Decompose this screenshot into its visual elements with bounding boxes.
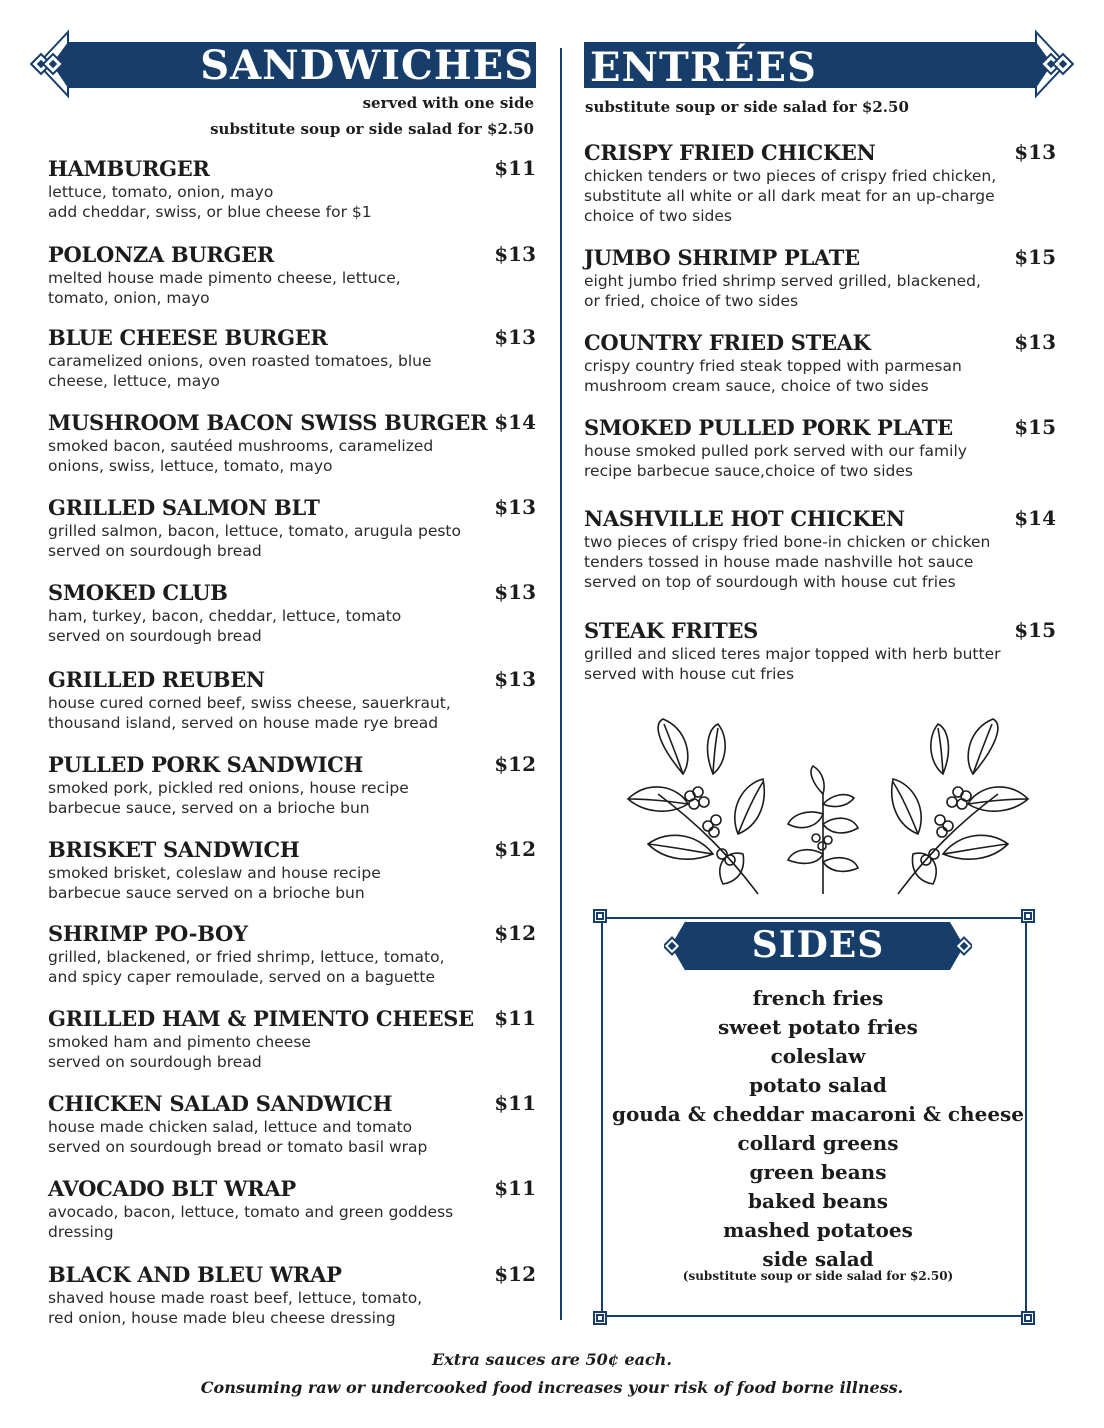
entree-item [584, 245, 1056, 315]
sandwich-item-description: melted house made pimento cheese, lettuce, tomato, onion, mayo [48, 269, 401, 307]
sandwich-item [48, 242, 536, 312]
sandwich-item [48, 1091, 536, 1161]
side-item: french fries [752, 986, 884, 1010]
sandwich-item [48, 156, 536, 226]
sandwich-item-description: smoked bacon, sautéed mushrooms, caramelized onions, swiss, lettuce, tomato, mayo [48, 437, 434, 475]
side-item: coleslaw [770, 1044, 866, 1068]
sandwich-item-price: $13 [494, 242, 536, 266]
entree-item-name: COUNTRY FRIED STEAK [584, 330, 871, 355]
side-item: mashed potatoes [723, 1218, 913, 1242]
coffee-plant-illustration [618, 714, 1038, 899]
sandwich-item-price: $11 [494, 1091, 536, 1115]
sandwich-item [48, 325, 536, 395]
sandwich-item [48, 921, 536, 991]
sandwich-item-name: BRISKET SANDWICH [48, 837, 300, 862]
sides-list [600, 984, 1036, 1274]
entree-item [584, 415, 1056, 485]
sandwich-item-price: $13 [494, 325, 536, 349]
sandwich-item-price: $14 [494, 410, 536, 434]
sandwich-item-price: $13 [494, 580, 536, 604]
sandwich-item-name: GRILLED REUBEN [48, 667, 265, 692]
sandwich-item-name: POLONZA BURGER [48, 242, 274, 267]
sandwich-item-description: smoked ham and pimento cheese served on sourdough bread [48, 1033, 311, 1071]
sides-note: (substitute soup or side salad for $2.50) [682, 1269, 954, 1283]
sandwich-item-description: lettuce, tomato, onion, mayo add cheddar, swiss, or blue cheese for $1 [48, 183, 372, 221]
sandwich-item-description: avocado, bacon, lettuce, tomato and green goddess dressing [48, 1203, 454, 1241]
entrees-title: ENTRÉES [590, 44, 817, 91]
entree-item-name: NASHVILLE HOT CHICKEN [584, 506, 905, 531]
sandwich-item-price: $11 [494, 1176, 536, 1200]
entree-item [584, 618, 1056, 688]
entrees-note-substitute: substitute soup or side salad for $2.50 [585, 98, 909, 116]
entree-item-description: eight jumbo fried shrimp served grilled, blackened, or fried, choice of two sides [584, 272, 981, 310]
sandwich-item-description: ham, turkey, bacon, cheddar, lettuce, tomato served on sourdough bread [48, 607, 402, 645]
side-item: baked beans [748, 1189, 888, 1213]
side-item: potato salad [749, 1073, 887, 1097]
sandwich-item-description: grilled, blackened, or fried shrimp, lettuce, tomato, and spicy caper remoulade, served on a baguette [48, 948, 445, 986]
sandwich-item-name: AVOCADO BLT WRAP [48, 1176, 296, 1201]
side-item: side salad [762, 1247, 874, 1271]
sandwich-item-name: GRILLED HAM & PIMENTO CHEESE [48, 1006, 474, 1031]
side-item: green beans [749, 1160, 887, 1184]
entree-item-name: STEAK FRITES [584, 618, 759, 643]
entree-item-price: $15 [1014, 618, 1056, 642]
sandwiches-note-substitute: substitute soup or side salad for $2.50 [210, 120, 534, 138]
entree-item-name: SMOKED PULLED PORK PLATE [584, 415, 953, 440]
entree-item-description: house smoked pulled pork served with our family recipe barbecue sauce,choice of two sides [584, 442, 967, 480]
sides-title: SIDES [751, 924, 885, 966]
sandwich-item [48, 410, 536, 480]
sandwich-item-name: SMOKED CLUB [48, 580, 228, 605]
entree-item [584, 506, 1056, 591]
entree-item-name: JUMBO SHRIMP PLATE [584, 245, 860, 270]
sandwich-item-description: smoked brisket, coleslaw and house recipe barbecue sauce served on a brioche bun [48, 864, 381, 902]
column-divider [560, 48, 562, 1320]
sandwich-item-description: house cured corned beef, swiss cheese, sauerkraut, thousand island, served on house made rye bread [48, 694, 451, 732]
sandwiches-title: SANDWICHES [200, 42, 534, 89]
sandwich-item-price: $12 [494, 752, 536, 776]
sandwich-item-description: caramelized onions, oven roasted tomatoes, blue cheese, lettuce, mayo [48, 352, 432, 390]
sandwich-item-price: $12 [494, 921, 536, 945]
sandwich-item [48, 1262, 536, 1332]
entree-item-description: grilled and sliced teres major topped with herb butter served with house cut fries [584, 645, 1001, 683]
entree-item [584, 140, 1056, 225]
entree-item-description: chicken tenders or two pieces of crispy fried chicken, substitute all white or all dark meat for an up-charge choice of two sides [584, 167, 997, 225]
entree-item [584, 330, 1056, 400]
sandwich-item-price: $13 [494, 495, 536, 519]
sandwich-item [48, 1006, 536, 1076]
sandwich-item-price: $13 [494, 667, 536, 691]
sandwich-item-price: $11 [494, 1006, 536, 1030]
footer-sauces: Extra sauces are 50¢ each. [431, 1350, 672, 1369]
sandwich-item-description: grilled salmon, bacon, lettuce, tomato, arugula pesto served on sourdough bread [48, 522, 461, 560]
entree-item-description: crispy country fried steak topped with parmesan mushroom cream sauce, choice of two sides [584, 357, 962, 395]
entree-item-price: $15 [1014, 245, 1056, 269]
sandwich-item [48, 580, 536, 650]
sandwich-item [48, 752, 536, 822]
sandwich-item-description: house made chicken salad, lettuce and tomato served on sourdough bread or tomato basil wrap [48, 1118, 428, 1156]
sandwich-item-price: $12 [494, 837, 536, 861]
entree-item-name: CRISPY FRIED CHICKEN [584, 140, 876, 165]
sandwich-item [48, 1176, 536, 1246]
sandwich-item-name: BLUE CHEESE BURGER [48, 325, 328, 350]
sandwich-item-name: MUSHROOM BACON SWISS BURGER [48, 410, 488, 435]
sandwiches-note-side: served with one side [362, 94, 534, 112]
entree-item-price: $13 [1014, 330, 1056, 354]
side-item: gouda & cheddar macaroni & cheese [611, 1102, 1025, 1126]
sandwich-item-description: shaved house made roast beef, lettuce, tomato, red onion, house made bleu cheese dressing [48, 1289, 423, 1327]
sandwich-item-name: BLACK AND BLEU WRAP [48, 1262, 342, 1287]
sandwich-item-name: PULLED PORK SANDWICH [48, 752, 364, 777]
footer-warning: Consuming raw or undercooked food increases your risk of food borne illness. [200, 1378, 904, 1397]
sandwich-item [48, 495, 536, 565]
sandwich-item [48, 667, 536, 737]
entree-item-price: $14 [1014, 506, 1056, 530]
sandwich-item-price: $12 [494, 1262, 536, 1286]
entree-item-price: $15 [1014, 415, 1056, 439]
sandwich-item-name: CHICKEN SALAD SANDWICH [48, 1091, 393, 1116]
side-item: sweet potato fries [718, 1015, 918, 1039]
side-item: collard greens [737, 1131, 899, 1155]
sandwich-item-name: GRILLED SALMON BLT [48, 495, 320, 520]
entree-item-price: $13 [1014, 140, 1056, 164]
entree-item-description: two pieces of crispy fried bone-in chicken or chicken tenders tossed in house made nashville hot sauce served on top of sourdough with house cut fries [584, 533, 991, 591]
sandwich-item-price: $11 [494, 156, 536, 180]
sandwich-item-description: smoked pork, pickled red onions, house recipe barbecue sauce, served on a brioche bun [48, 779, 409, 817]
sandwich-item-name: SHRIMP PO-BOY [48, 921, 248, 946]
sandwich-item [48, 837, 536, 907]
sandwich-item-name: HAMBURGER [48, 156, 210, 181]
